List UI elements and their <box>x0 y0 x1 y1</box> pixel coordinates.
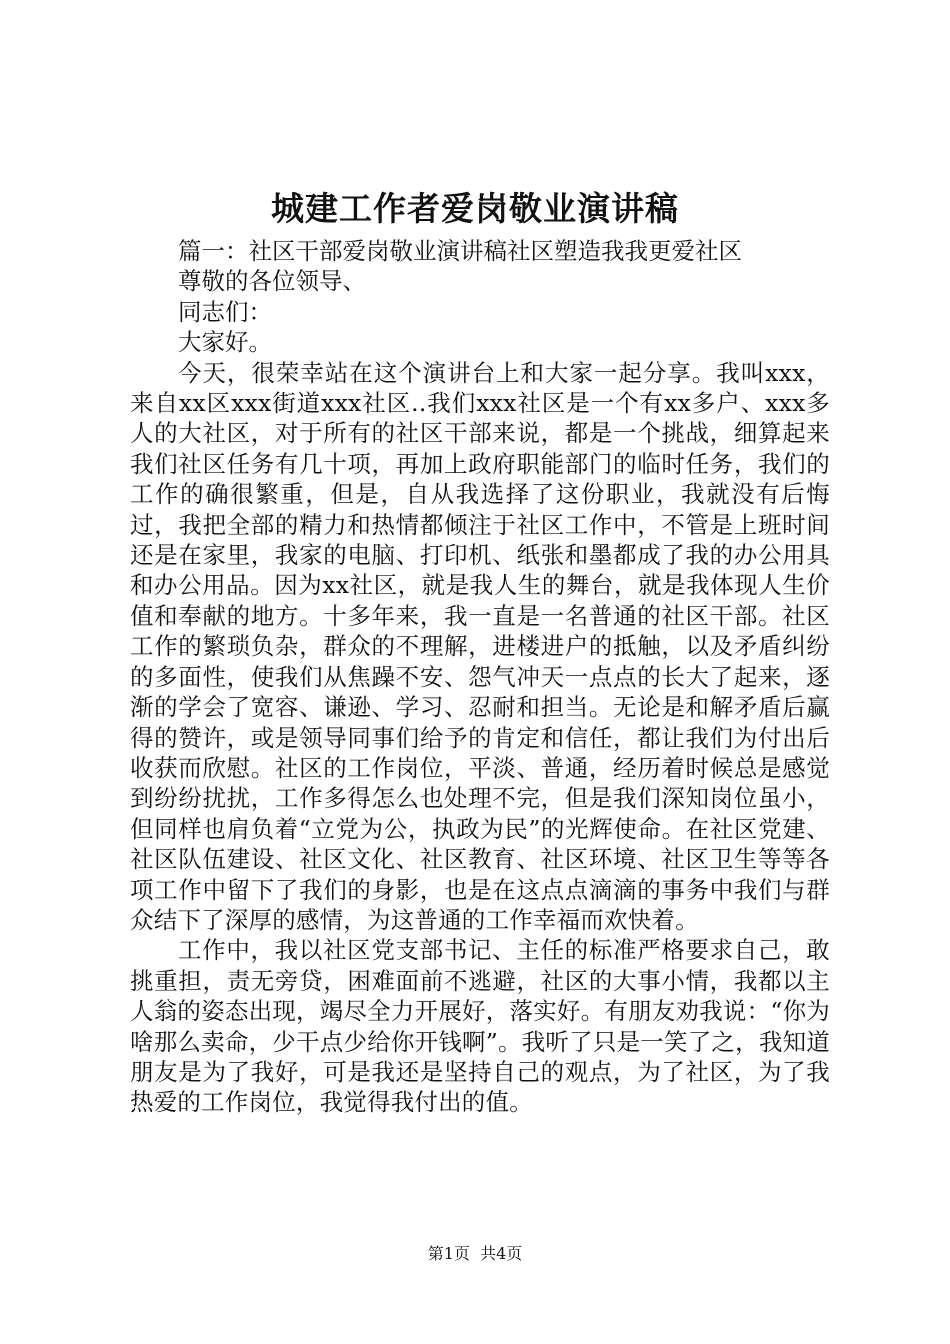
document-title: 城建工作者爱岗敬业演讲稿 <box>271 189 679 228</box>
page-number-footer: 第1页 共4页 <box>427 1244 523 1263</box>
salutation-line-1: 尊敬的各位领导、 <box>178 267 366 296</box>
document-body <box>130 236 830 1118</box>
body-paragraph: 今天，很荣幸站在这个演讲台上和大家一起分享。我叫xxx，来自xx区xxx街道xxx社区..我们xxx社区是一个有xx多户、xxx多人的大社区，对于所有的社区干部来说，都是一个挑战，细算起来我们社区任务有几十项，再加上政府职能部门的临时任务，我们的工作的确很繁重，但是，自从我选择了这份职业，我就没有后悔过，我把全部的精力和热情都倾注于社区工作中，不管是上班时间还是在家里，我家的电脑、打印机、纸张和墨都成了我的办公用具和办公用品。因为xx社区，就是我人生的舞台，就是我体现人生价值和奉献的地方。十多年来，我一直是一名普通的社区干部。社区工作的繁琐负杂，群众的不理解，进楼进户的抵触，以及矛盾纠纷的多面性，使我们从焦躁不安、怨气冲天一点点的长大了起来，逐渐的学会了宽容、谦逊、学习、忍耐和担当。无论是和解矛盾后赢得的赞许，或是领导同事们给予的肯定和信任，都让我们为付出后收获而欣慰。社区的工作岗位，平淡、普通，经历着时候总是感觉到纷纷扰扰，工作多得怎么也处理不完，但是我们深知岗位虽小，但同样也肩负着“立党为公，执政为民”的光辉使命。在社区党建、社区队伍建设、社区文化、社区教育、社区环境、社区卫生等等各项工作中留下了我们的身影，也是在这点点滴滴的事务中我们与群众结下了深厚的感情，为这普通的工作幸福而欢快着。 <box>130 358 830 934</box>
body-paragraph: 工作中，我以社区党支部书记、主任的标准严格要求自己，敢挑重担，责无旁贷，困难面前不逃避，社区的大事小情，我都以主人翁的姿态出现，竭尽全力开展好，落实好。有朋友劝我说：“你为啥那么卖命，少干点少给你开钱啊”。我听了只是一笑了之，我知道朋友是为了我好，可是我还是坚持自己的观点，为了社区，为了我热爱的工作岗位，我觉得我付出的值。 <box>130 936 830 1117</box>
salutation-line-2: 同志们： <box>178 297 272 326</box>
section-heading: 篇一：社区干部爱岗敬业演讲稿社区塑造我我更爱社区 <box>178 237 742 265</box>
greeting-line: 大家好。 <box>178 328 272 357</box>
